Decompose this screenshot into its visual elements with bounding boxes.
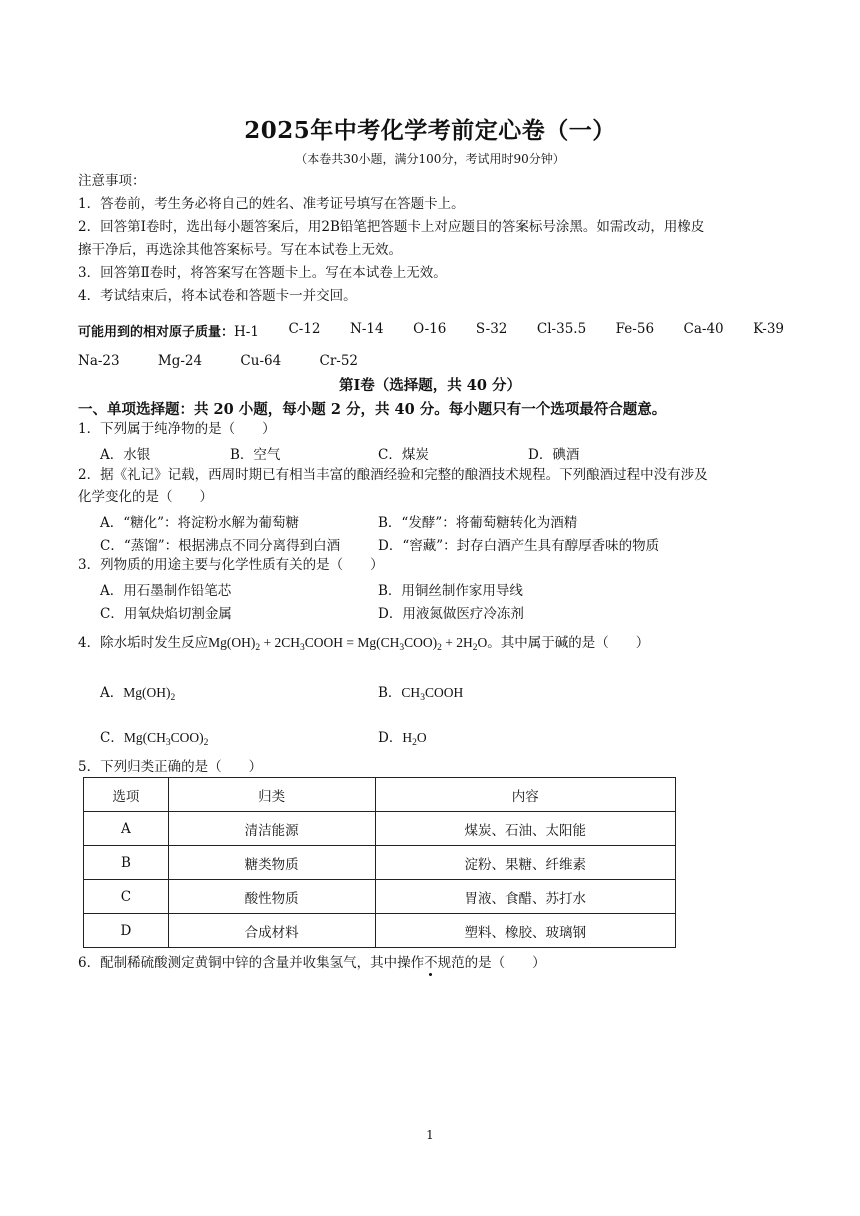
note-item-2-cont: 擦干净后，再选涂其他答案标号。写在本试卷上无效。 (78, 242, 402, 258)
table-row (84, 812, 676, 846)
table-cell: 塑料、橡胶、玻璃钢 (375, 914, 676, 948)
q1-option-b: B．空气 (230, 447, 281, 463)
notes-heading: 注意事项： (78, 173, 146, 189)
q3-option-c: C．用氧炔焰切割金属 (100, 606, 232, 622)
atomic-mass: Mg-24 (157, 353, 203, 369)
atomic-mass: K-39 (753, 321, 784, 337)
note-item-2: 2．回答第Ⅰ卷时，选出每小题答案后，用2B铅笔把答题卡上对应题目的答案标号涂黑。如需改动，用橡皮 (78, 219, 705, 235)
atomic-mass: H-1 (234, 324, 259, 340)
q4-option-b: B．$CH_3COOH$ (378, 685, 464, 703)
atomic-masses-row-2 (78, 353, 392, 369)
atomic-mass: O-16 (413, 321, 447, 337)
table-cell: 糖类物质 (168, 846, 375, 880)
table-cell: A (84, 812, 169, 846)
table-row (84, 914, 676, 948)
section1-heading: 一、单项选择题：共 20 小题，每小题 2 分，共 40 分。每小题只有一个选项最符合题意。 (78, 401, 667, 418)
note-item-4: 4．考试结束后，将本试卷和答题卡一并交回。 (78, 288, 357, 304)
q4-option-d: D．$H_2O$ (378, 730, 427, 748)
atomic-mass: Na-23 (78, 353, 120, 369)
table-header-row (84, 778, 676, 812)
table-cell: 酸性物质 (168, 880, 375, 914)
q4-stem (78, 634, 649, 657)
atomic-mass: S-32 (475, 321, 508, 337)
q4-suffix: 。其中属于碱的是（ ） (487, 635, 650, 651)
atomic-mass: C-12 (288, 321, 321, 337)
table-cell: B (84, 846, 169, 880)
table-header-cell: 归类 (168, 778, 375, 812)
q1-option-c: C．煤炭 (378, 447, 429, 463)
q2-option-b: B．“发酵”：将葡萄糖转化为酒精 (378, 515, 578, 531)
q1-stem: 1．下列属于纯净物的是（ ） (78, 421, 276, 437)
table-cell: D (84, 914, 169, 948)
q4-option-a: A．$Mg(OH)_2$ (100, 685, 176, 703)
q6-stem: 6．配制稀硫酸测定黄铜中锌的含量并收集氢气，其中操作不规范的是（ ） (78, 955, 546, 971)
table-row (84, 846, 676, 880)
q5-table (83, 777, 676, 948)
atomic-mass: N-14 (350, 321, 384, 337)
table-cell: 煤炭、石油、太阳能 (375, 812, 676, 846)
q2-option-d: D．“窖藏”：封存白酒产生具有醇厚香味的物质 (378, 538, 660, 554)
q3-option-b: B．用铜丝制作家用导线 (378, 583, 523, 599)
page-number: 1 (426, 1128, 434, 1142)
table-cell: 胃液、食醋、苏打水 (375, 880, 676, 914)
atomic-mass: Fe-56 (615, 321, 655, 337)
table-header-cell: 内容 (375, 778, 676, 812)
q2-stem: 2．据《礼记》记载，西周时期已有相当丰富的酿酒经验和完整的酿酒技术规程。下列酿酒过程中没有涉及 (78, 467, 708, 483)
q1-option-d: D．碘酒 (528, 447, 580, 463)
exam-subtitle: （本卷共30小题，满分100分，考试用时90分钟） (295, 152, 565, 166)
table-header-cell: 选项 (84, 778, 169, 812)
table-cell: 清洁能源 (168, 812, 375, 846)
exam-title: 2025年中考化学考前定心卷（一） (244, 117, 616, 144)
table-cell: C (84, 880, 169, 914)
q4-equation: $Mg(OH)_2$ + $2CH_3COOH = Mg(CH_3COO)_2 + 2H_2O$ (208, 635, 488, 653)
note-item-1: 1．答卷前，考生务必将自己的姓名、准考证号填写在答题卡上。 (78, 196, 465, 212)
q2-option-c: C．“蒸馏”：根据沸点不同分离得到白酒 (100, 538, 341, 554)
q4-option-c: C．$Mg(CH_3COO)_2$ (100, 730, 209, 748)
q2-option-a: A．“糖化”：将淀粉水解为葡萄糖 (100, 515, 300, 531)
q5-stem: 5．下列归类正确的是（ ） (78, 759, 263, 775)
q3-option-d: D．用液氮做医疗冷冻剂 (378, 606, 524, 622)
note-item-3: 3．回答第Ⅱ卷时，将答案写在答题卡上。写在本试卷上无效。 (78, 265, 447, 281)
table-cell: 合成材料 (168, 914, 375, 948)
table-cell: 淀粉、果糖、纤维素 (375, 846, 676, 880)
q3-stem: 3．列物质的用途主要与化学性质有关的是（ ） (78, 557, 384, 573)
atomic-mass: Cr-52 (319, 353, 359, 369)
q1-option-a: A．水银 (100, 447, 151, 463)
table-row (84, 880, 676, 914)
atomic-mass: Cl-35.5 (536, 321, 587, 337)
q4-prefix: 4．除水垢时发生反应 (78, 635, 209, 651)
q3-option-a: A．用石墨制作铅笔芯 (100, 583, 232, 599)
atomic-mass: Ca-40 (683, 321, 724, 337)
emphasis-dot-text: 不 (424, 955, 438, 971)
atomic-masses-row-1 (78, 321, 784, 340)
q2-stem-cont: 化学变化的是（ ） (78, 489, 213, 505)
atomic-mass: Cu-64 (240, 353, 282, 369)
part1-title: 第Ⅰ卷（选择题，共 40 分） (338, 377, 522, 394)
atomic-masses-label: 可能用到的相对原子质量： (78, 325, 235, 340)
